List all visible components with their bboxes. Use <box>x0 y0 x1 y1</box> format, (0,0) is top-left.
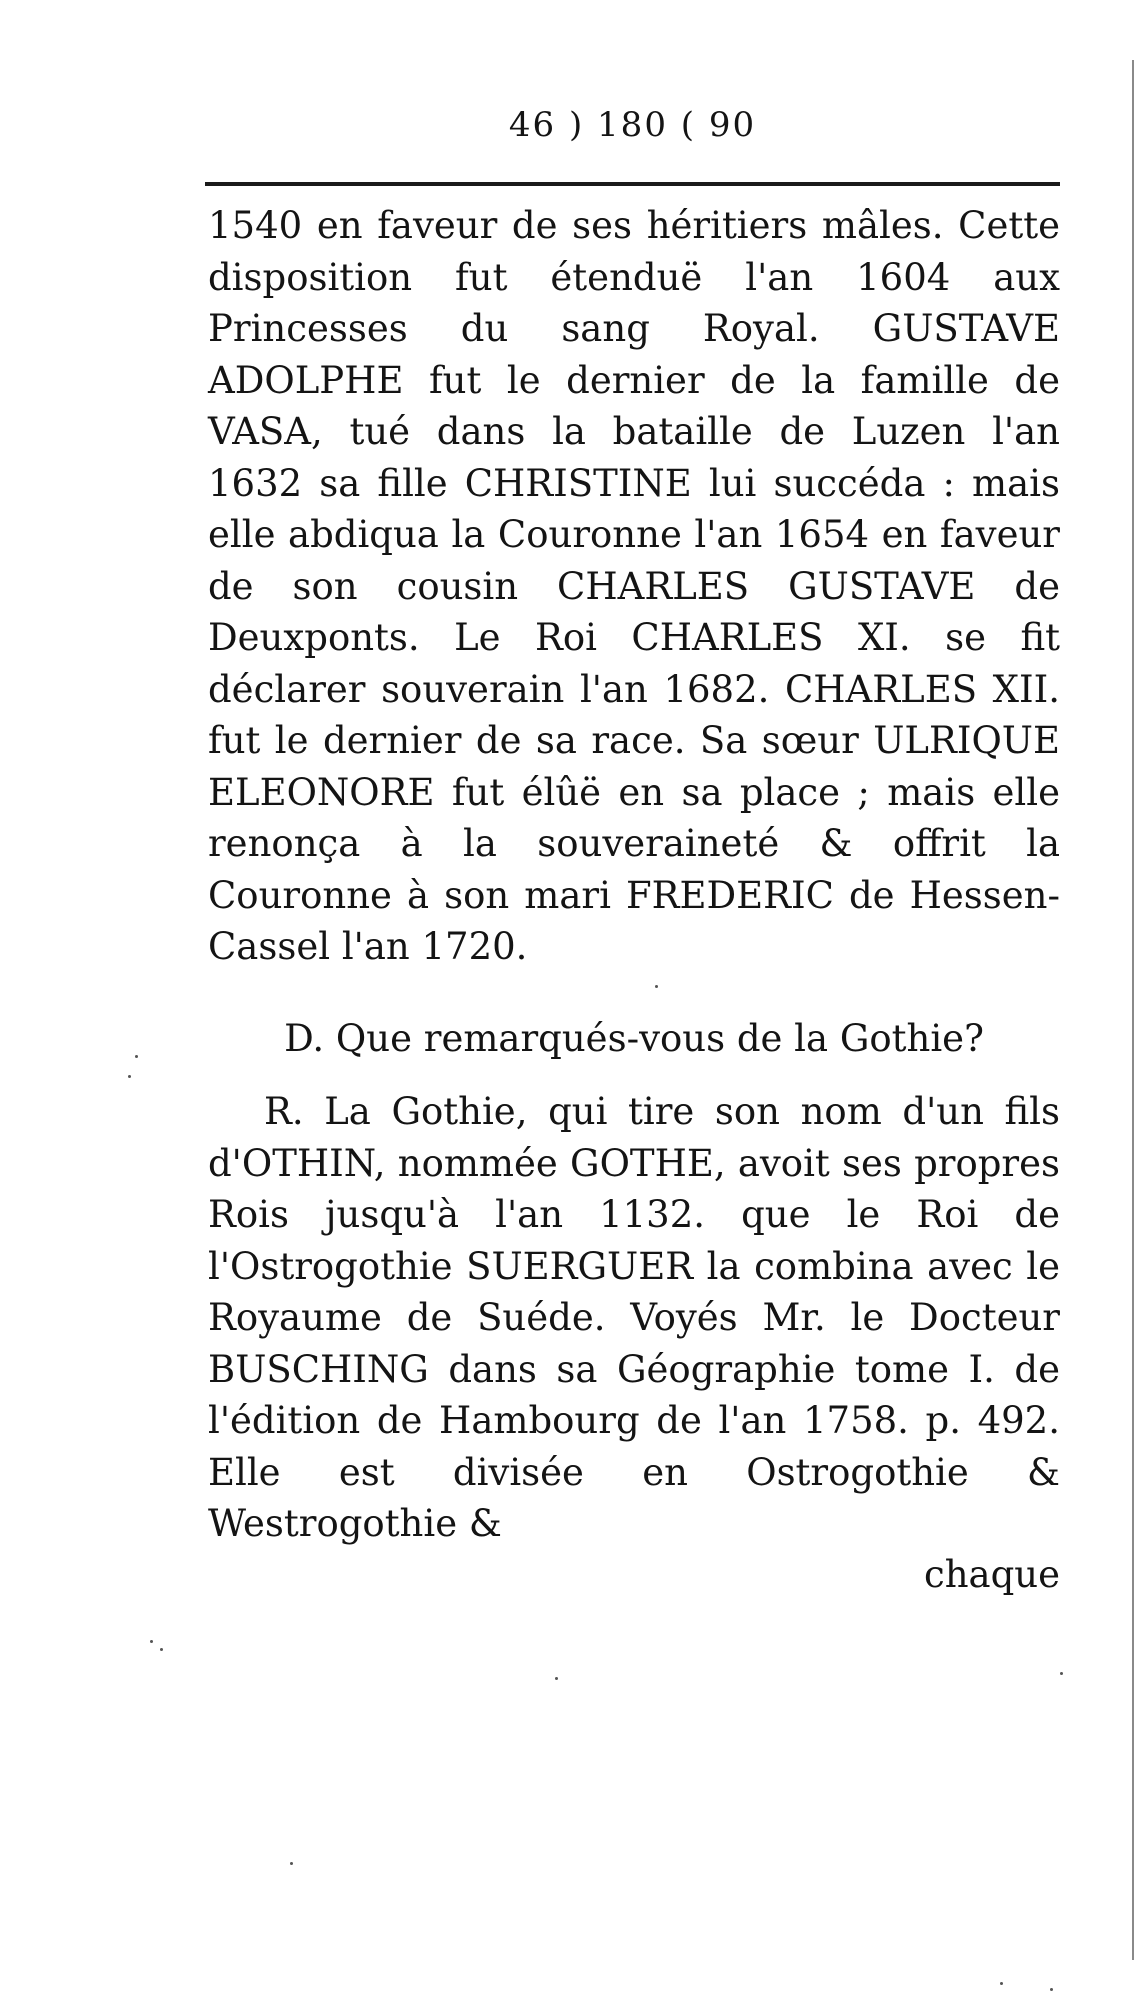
page-header <box>205 105 1060 145</box>
scan-speck <box>555 1677 558 1680</box>
scan-speck <box>150 1640 153 1643</box>
page-edge-line <box>1132 60 1134 1960</box>
catchword: chaque <box>923 1553 1060 1596</box>
page-body <box>208 200 1060 1550</box>
scan-speck <box>655 985 658 988</box>
scan-speck <box>1050 1988 1053 1991</box>
scan-speck <box>128 1075 131 1078</box>
scan-speck <box>1060 1672 1063 1675</box>
scan-speck <box>160 1648 163 1651</box>
scan-speck <box>1000 1982 1003 1985</box>
paragraph-sweden-succession: 1540 en faveur de ses héritiers mâles. Cette disposition fut étenduë l'an 1604 aux Princesses du sang Royal. GUSTAVE ADOLPHE fut le dernier de la famille de VASA, tué dans la bataille de Luzen l'an 1632 sa fille CHRISTINE lui succéda : mais elle abdiqua la Couronne l'an 1654 en faveur de son cousin CHARLES GUSTAVE de Deuxponts. Le Roi CHARLES XI. se fit déclarer souverain l'an 1682. CHARLES XII. fut le dernier de sa race. Sa sœur ULRIQUE ELEONORE fut élûë en sa place ; mais elle renonça à la souveraineté & offrit la Couronne à son mari FREDERIC de Hessen-Cassel l'an 1720. <box>208 204 1060 968</box>
question-gothie: D. Que remarqués-vous de la Gothie? <box>284 1016 984 1060</box>
page-number: 46 ) 180 ( 90 <box>508 105 757 145</box>
header-rule <box>205 182 1060 186</box>
scan-speck <box>290 1862 293 1865</box>
scan-speck <box>135 1055 138 1058</box>
answer-gothie: R. La Gothie, qui tire son nom d'un fils d'OTHIN, nommée GOTHE, avoit ses propres Rois jusqu'à l'an 1132. que le Roi de l'Ostrogothie SUERGUER la combina avec le Royaume de Suéde. Voyés Mr. le Docteur BUSCHING dans sa Géographie tome I. de l'édition de Hambourg de l'an 1758. p. 492. Elle est divisée en Ostrogothie & Westrogothie & <box>208 1090 1060 1545</box>
